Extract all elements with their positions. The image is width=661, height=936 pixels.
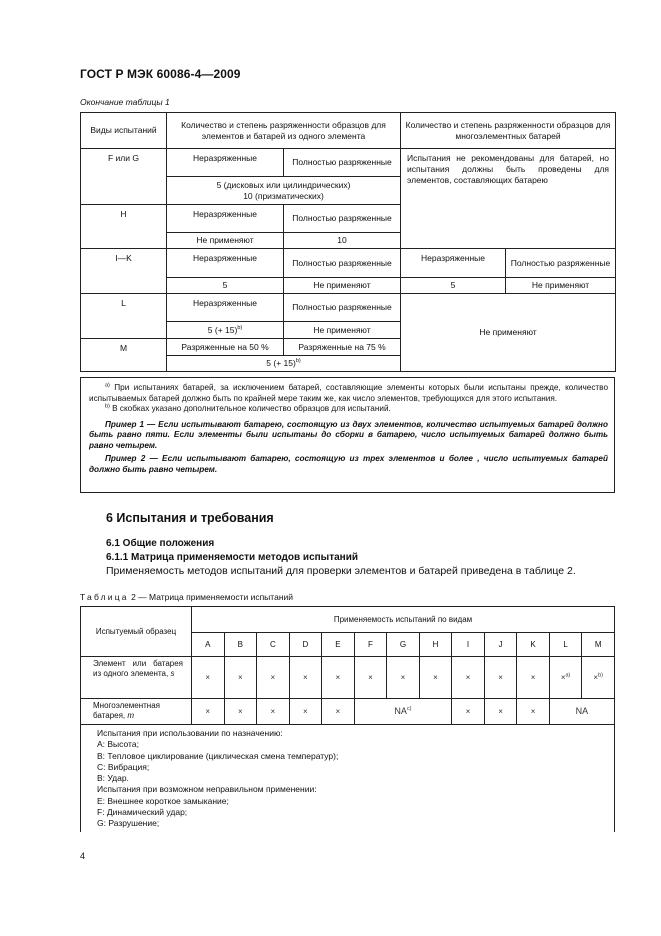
- t2-row2-cell-e: ×: [322, 699, 355, 725]
- use-item: C: Вибрация;: [97, 761, 150, 772]
- t1-m-c: 5 (+ 15)$^{b)}$: [167, 356, 401, 372]
- t2-letter-m: M: [582, 633, 615, 657]
- t1-m-a: Разряженные на 50 %: [167, 339, 284, 356]
- t2-row1-cell-m: ×$^{b)}$: [582, 657, 615, 699]
- t2-row1-cell-g: ×: [387, 657, 420, 699]
- t2-letter-b: B: [224, 633, 257, 657]
- t2-letter-e: E: [322, 633, 355, 657]
- t2-row1-cell-k: ×: [517, 657, 550, 699]
- t2-letter-c: C: [257, 633, 290, 657]
- section-6-1-1-paragraph: Применяемость методов испытаний для проверки элементов и батарей приведена в таблице 2.: [106, 565, 576, 577]
- use-item: F: Динамический удар;: [97, 807, 188, 818]
- t1-l-a: Неразряженные: [167, 294, 284, 322]
- section-6-1-title: 6.1 Общие положения: [106, 538, 215, 549]
- use-item: A: Высота;: [97, 739, 139, 750]
- t2-letter-j: J: [484, 633, 517, 657]
- t2-row1-cell-d: ×: [289, 657, 322, 699]
- table1: [80, 112, 616, 372]
- t1-h-d: 10: [284, 233, 401, 249]
- t2-row2-cell-c: ×: [257, 699, 290, 725]
- t2-row2-cell-j: ×: [484, 699, 517, 725]
- t2-row2-na-f-h: NA$^{c)}$: [354, 699, 452, 725]
- t1-head-multi: Количество и степень разряженности образцов для многоэлементных батарей: [401, 113, 616, 149]
- t1-ik-c: Неразряженные: [401, 249, 506, 278]
- section-6-1-1-title: 6.1.1 Матрица применяемости методов испытаний: [106, 552, 359, 563]
- t2-letter-k: K: [517, 633, 550, 657]
- note-a: $^{а)}$ При испытаниях батарей, за исключением батарей, составляющие элементы которых были испытаны прежде, количество испытываемых батарей должно быть по крайней мере таким же, как число элементов, требующихся для этого испытания.: [89, 382, 608, 403]
- t2-letter-i: I: [452, 633, 485, 657]
- note-b: $^{b)}$ В скобках указано дополнительное количество образцов для испытаний.: [105, 403, 391, 413]
- t1-h-b: Полностью разряженные: [284, 205, 401, 233]
- t2-row1-cell-h: ×: [419, 657, 452, 699]
- t2-row2-cell-d: ×: [289, 699, 322, 725]
- document-header: ГОСТ Р МЭК 60086-4—2009: [80, 67, 241, 81]
- t2-letter-h: H: [419, 633, 452, 657]
- t1-fg-span: 5 (дисковых или цилиндрических) 10 (призматических): [167, 177, 401, 205]
- t2-row1-cell-e: ×: [322, 657, 355, 699]
- table2-caption: Таблица 2 — Матрица применяемости испытаний: [80, 592, 294, 602]
- t2-uses-list: [81, 725, 615, 833]
- use-item: Испытания при возможном неправильном применении:: [97, 784, 317, 795]
- t1-l-d: Не применяют: [284, 322, 401, 339]
- t2-row1-cell-i: ×: [452, 657, 485, 699]
- section-6-title: 6 Испытания и требования: [106, 511, 274, 525]
- t1-h-c: Не применяют: [167, 233, 284, 249]
- table1-notes: [80, 377, 615, 493]
- t1-ik-d: Полностью разряженные: [506, 249, 616, 278]
- use-item: В: Удар.: [97, 773, 129, 784]
- example-2: Пример 2 — Если испытывают батарею, состоящую из трех элементов и более , число испытуемых батарей должно быть равно четырем.: [89, 454, 608, 474]
- t2-row2-cell-i: ×: [452, 699, 485, 725]
- t2-row1-cell-l: ×$^{a)}$: [549, 657, 582, 699]
- t1-row-m-label: M: [81, 339, 167, 372]
- t1-h-a: Неразряженные: [167, 205, 284, 233]
- t2-row1-cell-c: ×: [257, 657, 290, 699]
- t1-head-test-types: Виды испытаний: [81, 113, 167, 149]
- t2-letter-g: G: [387, 633, 420, 657]
- t2-letter-f: F: [354, 633, 387, 657]
- t1-head-single: Количество и степень разряженности образцов для элементов и батарей из одного элемента: [167, 113, 401, 149]
- t2-head-sample: Испытуемый образец: [81, 607, 192, 657]
- t1-m-b: Разряженные на 75 %: [284, 339, 401, 356]
- table1-caption: Окончание таблицы 1: [80, 97, 170, 107]
- t1-ik-e: 5: [167, 278, 284, 294]
- t1-l-multi: Не применяют: [401, 294, 616, 372]
- t1-fg-a: Неразряженные: [167, 149, 284, 177]
- t2-letter-d: D: [289, 633, 322, 657]
- t1-ik-f: Не применяют: [284, 278, 401, 294]
- t2-row2-cell-k: ×: [517, 699, 550, 725]
- t1-row-fg-label: F или G: [81, 149, 167, 205]
- use-item: G: Разрушение;: [97, 818, 160, 829]
- table2: [80, 606, 615, 832]
- t1-ik-g: 5: [401, 278, 506, 294]
- t2-row1-cell-a: ×: [192, 657, 225, 699]
- t1-fg-b: Полностью разряженные: [284, 149, 401, 177]
- t2-row2-label: Многоэлементная батарея, m: [81, 699, 192, 725]
- t2-row2-cell-b: ×: [224, 699, 257, 725]
- page-number: 4: [80, 851, 86, 861]
- t2-letter-l: L: [549, 633, 582, 657]
- use-item: B: Тепловое циклирование (циклическая смена температур);: [97, 750, 339, 761]
- t1-row-ik-label: I—K: [81, 249, 167, 294]
- use-item: E: Внешнее короткое замыкание;: [97, 795, 229, 806]
- example-1: Пример 1 — Если испытывают батарею, состоящую из двух элементов, количество испытуемых батарей должно быть равно пяти. Если элементы были испытаны до сборки в батарею, число испытуемых батарей должно быть равно четырем.: [89, 419, 608, 450]
- t2-row1-label: Элемент или батарея из одного элемента, s: [81, 657, 192, 699]
- t2-head-apply: Применяемость испытаний по видам: [192, 607, 615, 633]
- t1-row-h-label: H: [81, 205, 167, 249]
- t2-row2-na-l-m: NA: [549, 699, 614, 725]
- t1-ik-h: Не применяют: [506, 278, 616, 294]
- t2-row1-cell-f: ×: [354, 657, 387, 699]
- use-item: Испытания при использовании по назначению:: [97, 728, 283, 738]
- t2-row1-cell-b: ×: [224, 657, 257, 699]
- t2-letter-a: A: [192, 633, 225, 657]
- t2-row1-cell-j: ×: [484, 657, 517, 699]
- t1-ik-b: Полностью разряженные: [284, 249, 401, 278]
- t1-ik-a: Неразряженные: [167, 249, 284, 278]
- t1-l-b: Полностью разряженные: [284, 294, 401, 322]
- t1-fg-multi: Испытания не рекомендованы для батарей, но испытания должны быть проведены для элементов, составляющих батарею: [401, 149, 616, 249]
- t2-row2-cell-a: ×: [192, 699, 225, 725]
- t1-row-l-label: L: [81, 294, 167, 339]
- t1-l-c: 5 (+ 15)$^{b)}$: [167, 322, 284, 339]
